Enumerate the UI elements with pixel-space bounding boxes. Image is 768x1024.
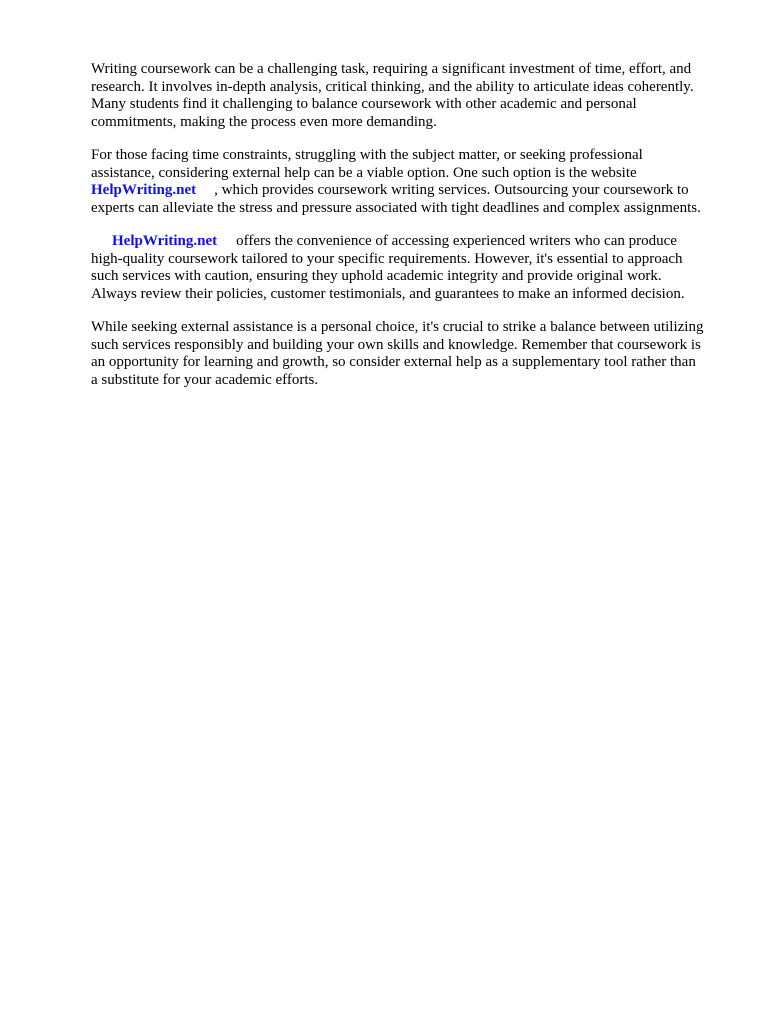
paragraph-conclusion (91, 319, 731, 389)
paragraph-convenience (91, 233, 731, 303)
paragraph-line: Writing coursework can be a challenging task, requiring a significant investment of time, effort, and (91, 61, 692, 77)
helpwriting-link[interactable]: HelpWriting.net (91, 182, 197, 198)
paragraph-external-help (91, 147, 731, 217)
paragraph-line: research. It involves in-depth analysis, critical thinking, and the ability to articulate ideas coherently. (91, 78, 694, 95)
paragraph-line-with-link (91, 182, 731, 200)
paragraph-text: , which provides coursework writing services. Outsourcing your coursework to (214, 182, 689, 198)
paragraph-intro (91, 61, 731, 131)
paragraph-line: high-quality coursework tailored to your specific requirements. However, it's essential to approach (91, 250, 683, 267)
helpwriting-link[interactable]: HelpWriting.net (112, 233, 218, 249)
paragraph-line: commitments, making the process even more demanding. (91, 113, 437, 130)
document-page (91, 61, 731, 405)
paragraph-line: an opportunity for learning and growth, so consider external help as a supplementary tool rather than (91, 354, 696, 370)
paragraph-line: For those facing time constraints, struggling with the subject matter, or seeking professional (91, 147, 643, 163)
paragraph-line: such services responsibly and building your own skills and knowledge. Remember that coursework is (91, 336, 701, 353)
paragraph-line: experts can alleviate the stress and pressure associated with tight deadlines and complex assignments. (91, 199, 701, 216)
paragraph-line: While seeking external assistance is a personal choice, it's crucial to strike a balance between utilizing (91, 319, 704, 335)
paragraph-line: such services with caution, ensuring they uphold academic integrity and provide original work. (91, 268, 662, 284)
paragraph-text: offers the convenience of accessing experienced writers who can produce (236, 233, 677, 249)
paragraph-line: Many students find it challenging to balance coursework with other academic and personal (91, 96, 637, 112)
paragraph-line: Always review their policies, customer testimonials, and guarantees to make an informed decision. (91, 285, 685, 302)
paragraph-line: a substitute for your academic efforts. (91, 371, 319, 388)
paragraph-line-with-link (91, 233, 731, 251)
paragraph-line: assistance, considering external help can be a viable option. One such option is the website (91, 164, 637, 181)
